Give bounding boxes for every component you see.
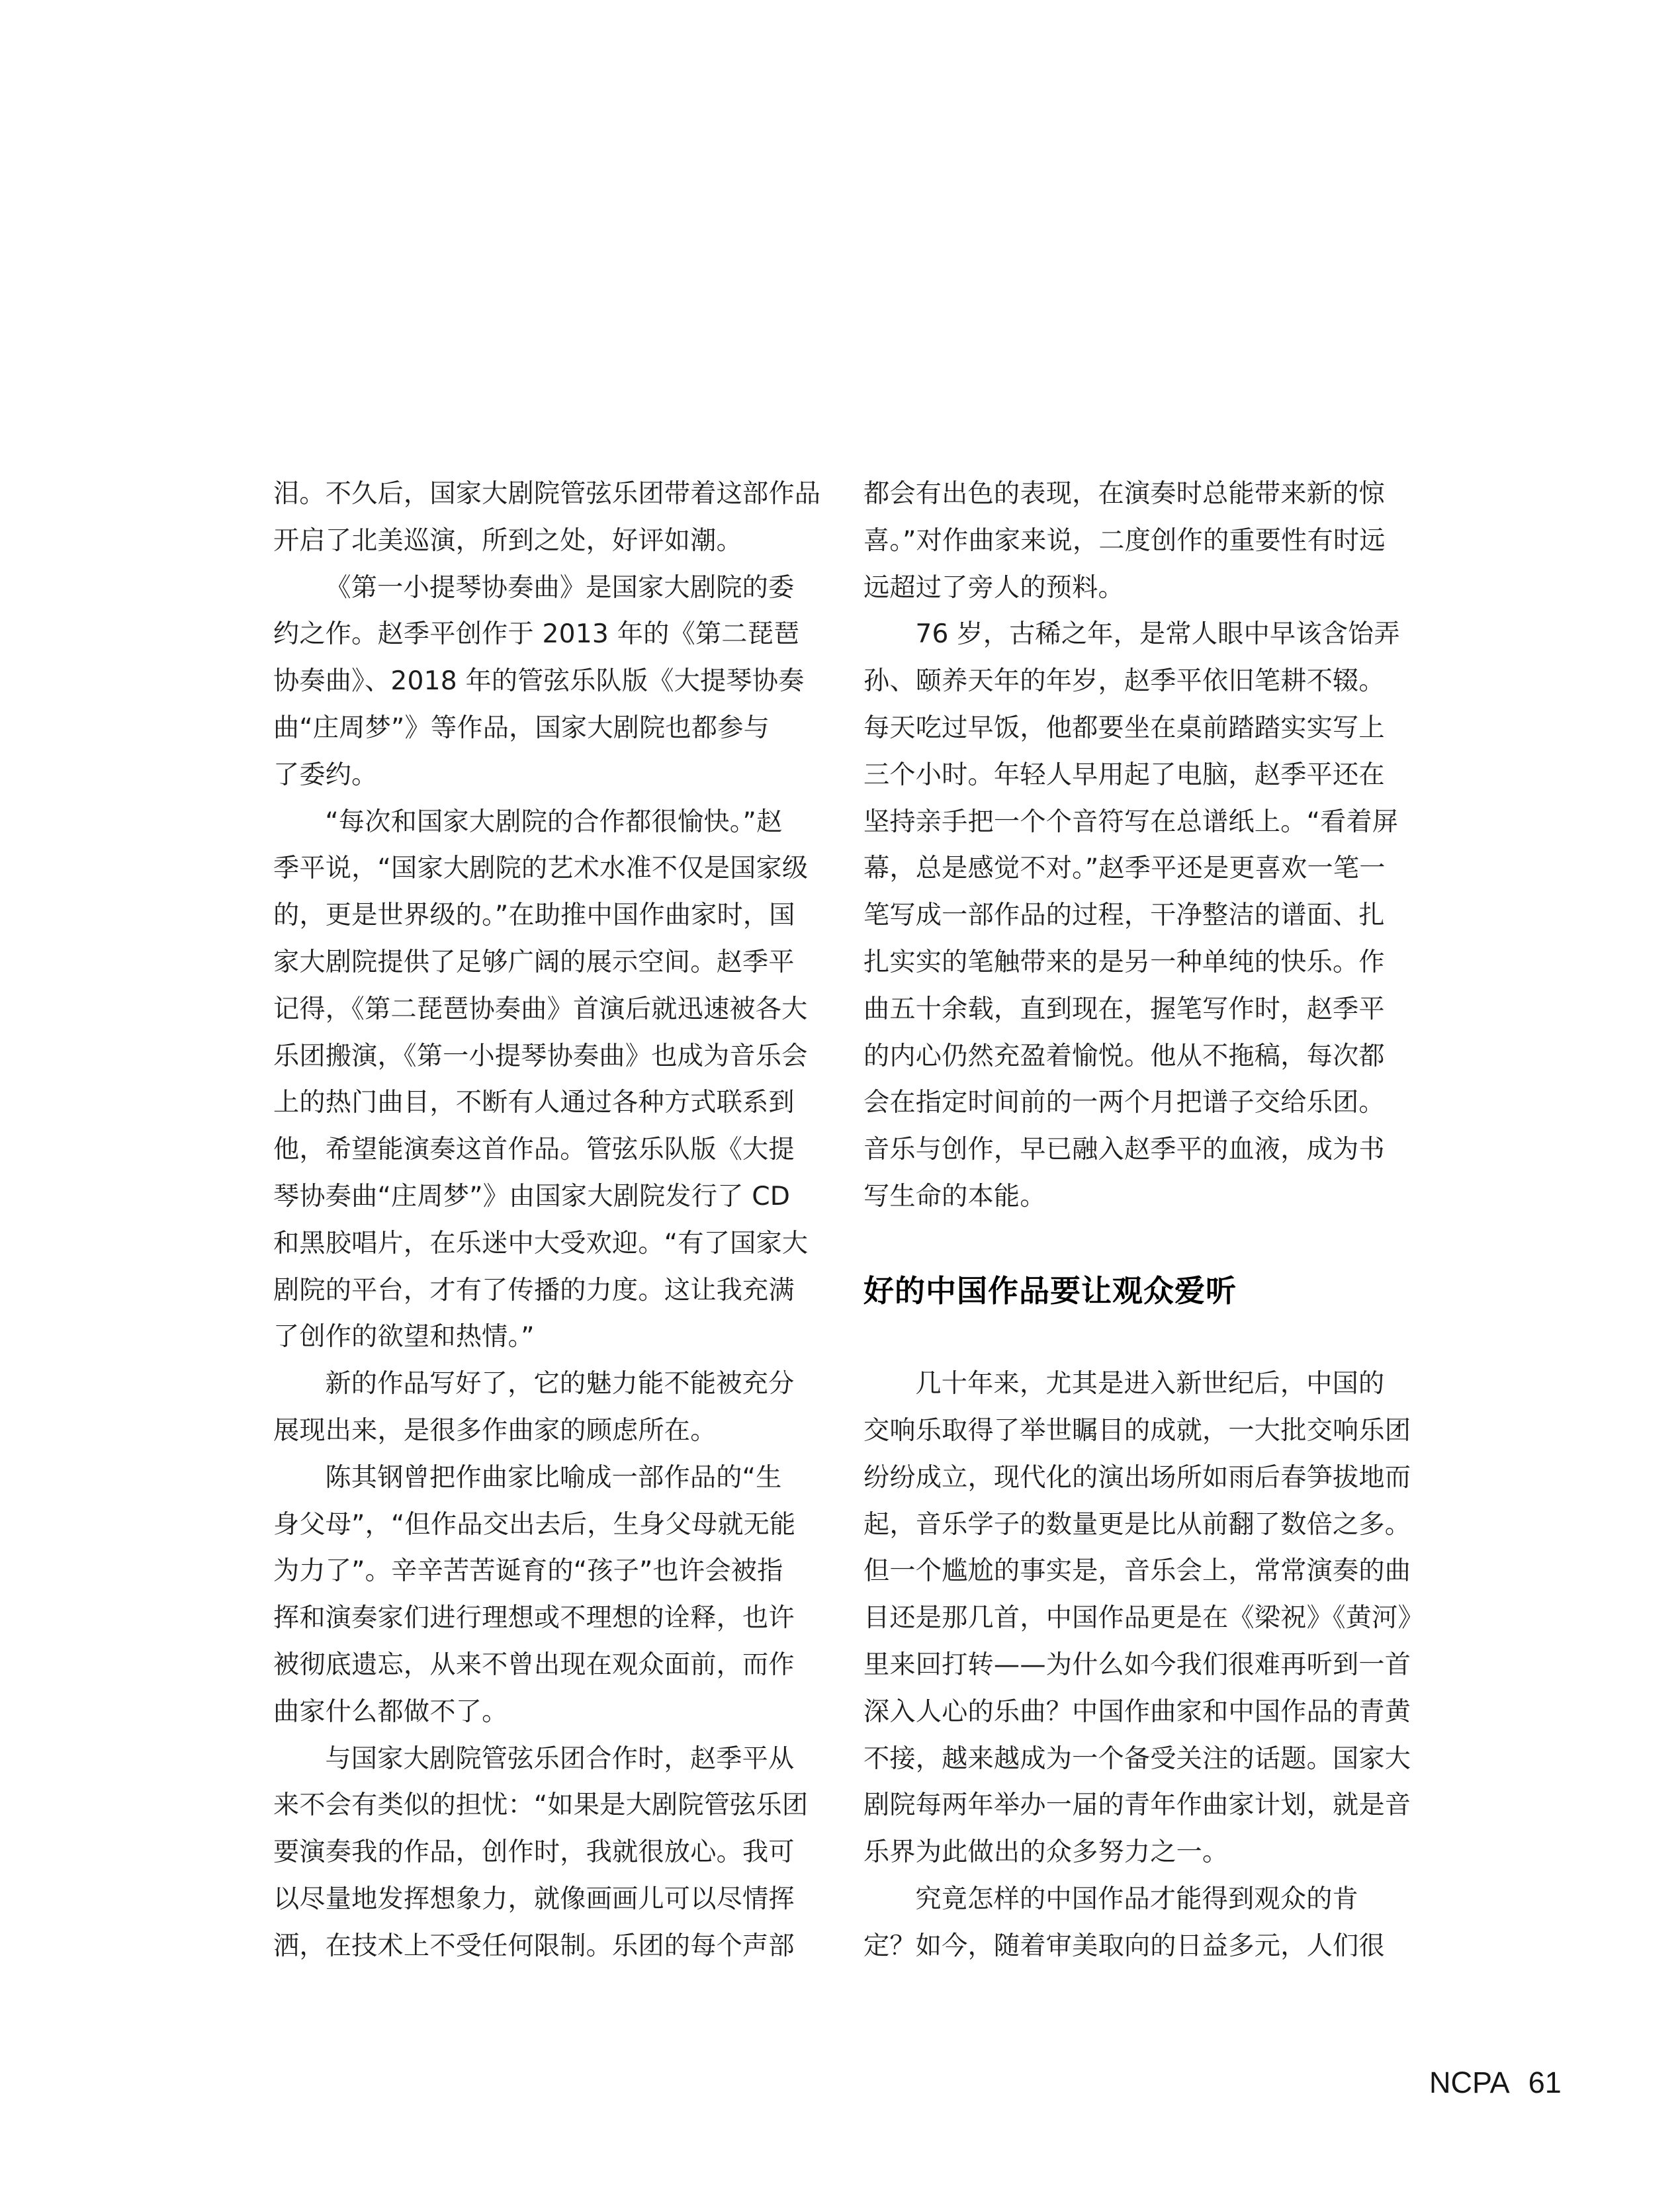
text-line: 和黑胶唱片，在乐迷中大受欢迎。“有了国家大 [273, 1228, 809, 1258]
article-column-right [863, 471, 1424, 1970]
text-line: 的，更是世界级的。”在助推中国作曲家时，国 [273, 900, 795, 931]
article-column-left [273, 471, 833, 1970]
text-line: 音乐与创作，早已融入赵季平的血液，成为书 [863, 1135, 1385, 1165]
text-line: 曲家什么都做不了。 [273, 1696, 508, 1727]
text-line: 被彻底遗忘，从来不曾出现在观众面前，而作 [273, 1649, 795, 1680]
text-line: 写生命的本能。 [863, 1181, 1046, 1211]
text-line: 上的热门曲目，不断有人通过各种方式联系到 [273, 1088, 795, 1118]
text-line: 洒，在技术上不受任何限制。乐团的每个声部 [273, 1931, 795, 1961]
text-line: 约之作。赵季平创作于 2013 年的《第二琵琶 [273, 619, 800, 650]
text-line: 76 岁，古稀之年，是常人眼中早该含饴弄 [915, 619, 1400, 650]
text-line: 孙、颐养天年的年岁，赵季平依旧笔耕不辍。 [863, 666, 1385, 697]
text-line: 会在指定时间前的一两个月把谱子交给乐团。 [863, 1088, 1385, 1118]
text-line: 究竟怎样的中国作品才能得到观众的肯 [915, 1884, 1358, 1914]
text-line: 记得，《第二琵琶协奏曲》首演后就迅速被各大 [273, 994, 808, 1024]
blank-line [863, 1221, 1409, 1268]
text-line: 曲五十余载，直到现在，握笔写作时，赵季平 [863, 994, 1385, 1024]
text-line: 新的作品写好了，它的魅力能不能被充分 [325, 1369, 795, 1399]
text-line: 剧院每两年举办一届的青年作曲家计划，就是音 [863, 1790, 1411, 1821]
text-line: 为力了”。辛辛苦苦诞育的“孩子”也许会被指 [273, 1556, 783, 1587]
text-line: 三个小时。年轻人早用起了电脑，赵季平还在 [863, 760, 1385, 790]
text-line: 笔写成一部作品的过程，干净整洁的谱面、扎 [863, 900, 1385, 931]
text-line: 起，音乐学子的数量更是比从前翻了数倍之多。 [863, 1509, 1411, 1540]
text-line: 几十年来，尤其是进入新世纪后，中国的 [915, 1369, 1385, 1399]
text-line: 坚持亲手把一个个音符写在总谱纸上。“看着屏 [863, 807, 1399, 837]
section-heading: 好的中国作品要让观众爱听 [863, 1272, 1237, 1309]
text-line: 了委约。 [273, 760, 378, 790]
text-line: 身父母”，“但作品交出去后，生身父母就无能 [273, 1509, 796, 1540]
text-line: 他，希望能演奏这首作品。管弦乐队版《大提 [273, 1135, 795, 1165]
page-number: 61 [1528, 2066, 1562, 2099]
text-line: 展现出来，是很多作曲家的顾虑所在。 [273, 1415, 717, 1446]
text-line: 都会有出色的表现，在演奏时总能带来新的惊 [863, 479, 1385, 509]
text-line: 与国家大剧院管弦乐团合作时，赵季平从 [325, 1743, 795, 1774]
text-line: 琴协奏曲“庄周梦”》由国家大剧院发行了 CD [273, 1181, 791, 1211]
text-line: 定？如今，随着审美取向的日益多元，人们很 [863, 1931, 1385, 1961]
text-line: 以尽量地发挥想象力，就像画画儿可以尽情挥 [273, 1884, 795, 1914]
text-line: 喜。”对作曲家来说，二度创作的重要性有时远 [863, 525, 1386, 556]
text-line: 协奏曲》、2018 年的管弦乐队版《大提琴协奏 [273, 666, 805, 697]
text-line: 剧院的平台，才有了传播的力度。这让我充满 [273, 1275, 795, 1305]
text-line: 里来回打转——为什么如今我们很难再听到一首 [863, 1649, 1411, 1680]
text-line: 乐界为此做出的众多努力之一。 [863, 1837, 1229, 1868]
blank-line [863, 1314, 1409, 1361]
text-line: 泪。不久后，国家大剧院管弦乐团带着这部作品 [273, 479, 821, 509]
text-line: 挥和演奏家们进行理想或不理想的诠释，也许 [273, 1603, 795, 1634]
journal-name: NCPA [1429, 2066, 1510, 2099]
text-line: 深入人心的乐曲？中国作曲家和中国作品的青黄 [863, 1696, 1411, 1727]
text-line: 开启了北美巡演，所到之处，好评如潮。 [273, 525, 742, 556]
text-line: 不接，越来越成为一个备受关注的话题。国家大 [863, 1743, 1411, 1774]
text-line: 陈其钢曾把作曲家比喻成一部作品的“生 [325, 1462, 782, 1493]
text-line: 幕，总是感觉不对。”赵季平还是更喜欢一笔一 [863, 853, 1386, 884]
text-line: 家大剧院提供了足够广阔的展示空间。赵季平 [273, 947, 795, 977]
text-line: 目还是那几首，中国作品更是在《梁祝》《黄河》 [863, 1603, 1424, 1634]
text-line: 要演奏我的作品，创作时，我就很放心。我可 [273, 1837, 795, 1868]
text-line: 交响乐取得了举世瞩目的成就，一大批交响乐团 [863, 1415, 1411, 1446]
text-line: 扎实实的笔触带来的是另一种单纯的快乐。作 [863, 947, 1385, 977]
text-line: “每次和国家大剧院的合作都很愉快。”赵 [325, 807, 783, 837]
text-line: 了创作的欲望和热情。” [273, 1322, 535, 1352]
text-line: 但一个尴尬的事实是，音乐会上，常常演奏的曲 [863, 1556, 1411, 1587]
text-line: 《第一小提琴协奏曲》是国家大剧院的委 [325, 572, 795, 603]
text-line: 的内心仍然充盈着愉悦。他从不拖稿，每次都 [863, 1041, 1385, 1071]
text-line: 每天吃过早饭，他都要坐在桌前踏踏实实写上 [863, 713, 1385, 743]
text-line: 季平说，“国家大剧院的艺术水准不仅是国家级 [273, 853, 809, 884]
text-line: 远超过了旁人的预料。 [863, 572, 1124, 603]
text-line: 乐团搬演，《第一小提琴协奏曲》也成为音乐会 [273, 1041, 808, 1071]
page-footer [1429, 2066, 1562, 2100]
text-line: 曲“庄周梦”》等作品，国家大剧院也都参与 [273, 713, 770, 743]
text-line: 纷纷成立，现代化的演出场所如雨后春笋拔地而 [863, 1462, 1411, 1493]
text-line: 来不会有类似的担忧：“如果是大剧院管弦乐团 [273, 1790, 809, 1821]
